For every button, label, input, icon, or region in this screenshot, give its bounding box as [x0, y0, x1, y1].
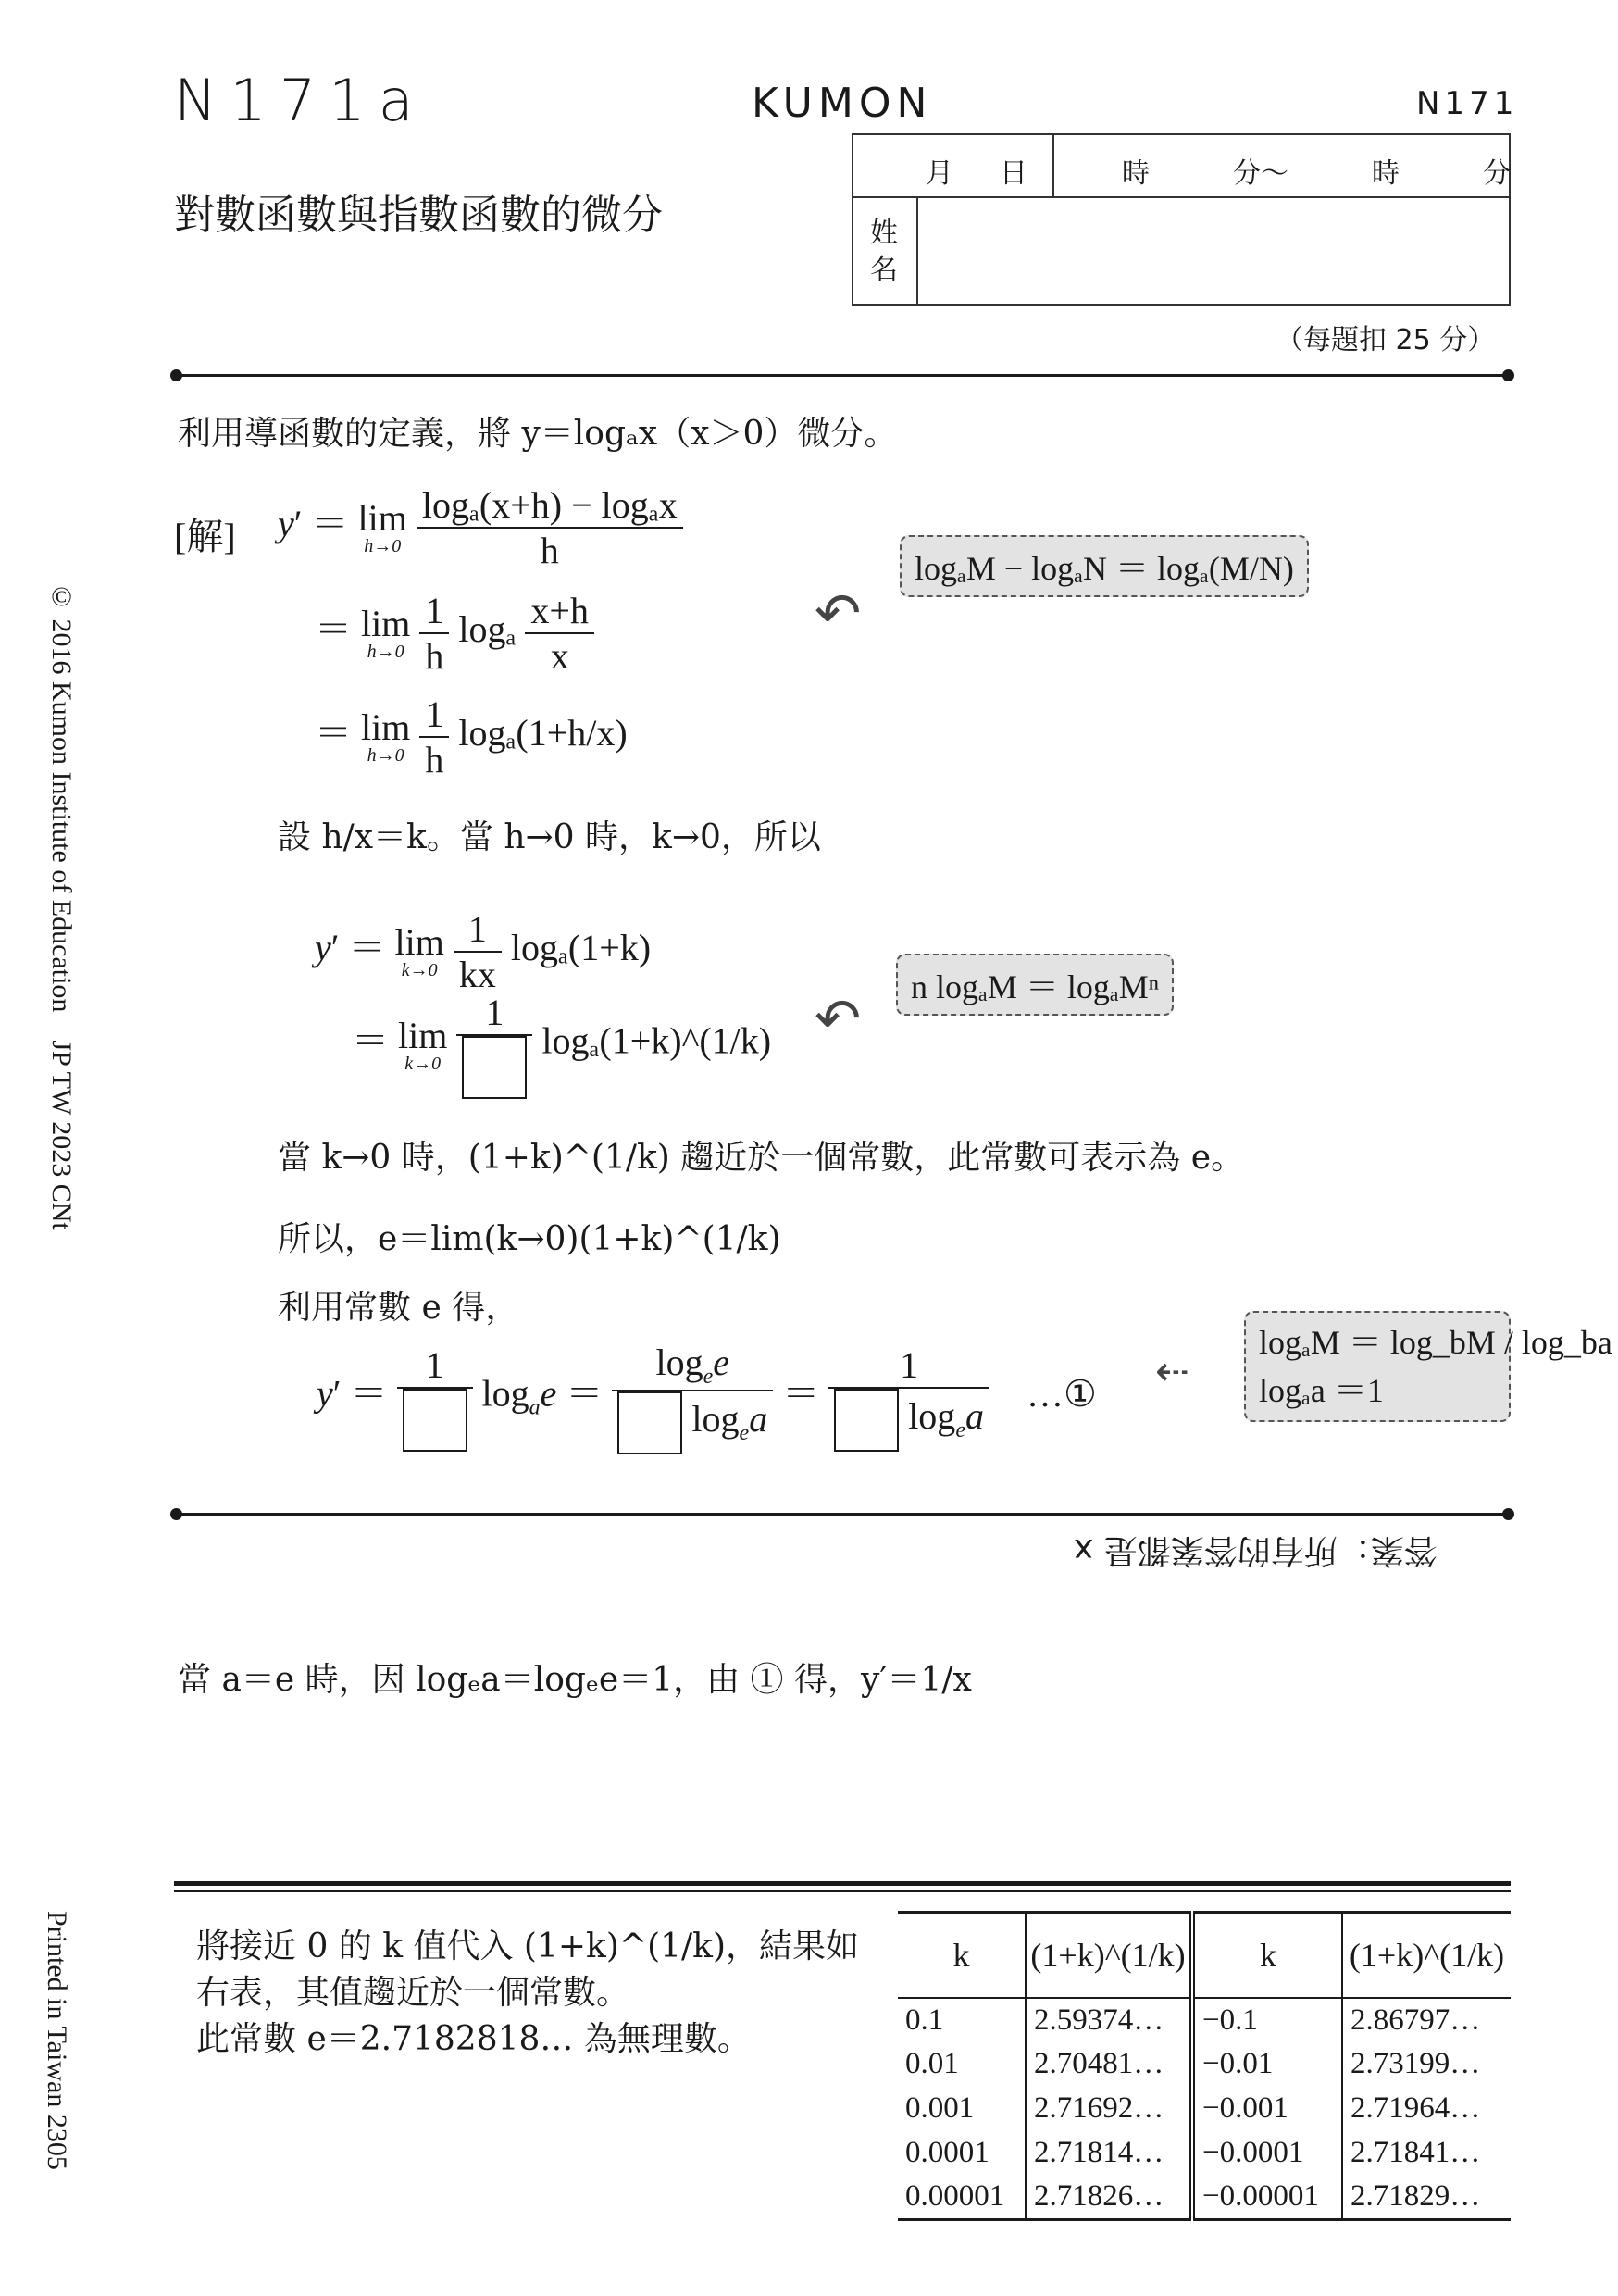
divider-rule — [174, 374, 1511, 377]
table-header: (1+k)^(1/k) — [1026, 1913, 1192, 1998]
using-e-text: 利用常數 e 得， — [278, 1289, 519, 1327]
divider-rule — [174, 1890, 1511, 1892]
answer-blank[interactable] — [403, 1389, 467, 1452]
divider — [916, 198, 918, 306]
day-label: 日 — [1000, 157, 1027, 190]
table-row: 0.1 2.59374… −0.1 2.86797… — [898, 1998, 1511, 2042]
name-label: 姓名 — [870, 217, 898, 286]
month-label: 月 — [926, 157, 953, 190]
table-row: 0.00001 2.71826… −0.00001 2.71829… — [898, 2176, 1511, 2220]
hint-change-of-base: logₐM ＝ log_bM / log_ba logₐa ＝1 — [1244, 1311, 1511, 1422]
date-time-row — [853, 135, 1509, 198]
step-4: y′ ＝ lim k→0 $\frac{1}{kx}$ logₐ(1+k) — [315, 908, 652, 995]
table-row: 0.0001 2.71814… −0.0001 2.71841… — [898, 2131, 1511, 2176]
brand-logo: KUMON — [752, 80, 933, 127]
step-5: ＝ lim k→0 1 logₐ(1+k)^(1/k) — [352, 991, 771, 1099]
time-label: 時 分〜 時 分 — [1122, 157, 1511, 190]
printed-text: Printed in Taiwan 2305 — [42, 1911, 72, 2170]
left-arrow-icon: ⇠ — [1155, 1348, 1189, 1395]
k-values-table — [898, 1911, 1511, 2221]
table-row: 0.001 2.71692… −0.001 2.71964… — [898, 2087, 1511, 2131]
page-title: 對數函數與指數函數的微分 — [174, 192, 663, 239]
table-header: (1+k)^(1/k) — [1342, 1913, 1511, 1998]
divider — [1052, 135, 1054, 198]
solution-label: [解] — [174, 516, 236, 557]
answer-blank[interactable] — [617, 1391, 682, 1454]
substitution-text: 設 h/x＝k。當 h→0 時，k→0，所以 — [278, 818, 821, 856]
answer-blank[interactable] — [834, 1389, 899, 1452]
hint-quotient-rule: logₐM − logₐN ＝ logₐ(M/N) — [900, 535, 1309, 597]
answer-note-rotated: 答案：所有的答案都是 x — [1074, 1531, 1438, 1569]
conclusion: 當 a＝e 時，因 logₑa＝logₑe＝1，由 ① 得，y′＝1/x — [178, 1661, 972, 1699]
footnote: 將接近 0 的 k 值代入 (1+k)^(1/k)，結果如 右表，其值趨近於一個常數。 此常數 e＝2.7182818… 為無理數。 — [196, 1928, 860, 2058]
page-code-right: N171 — [1416, 85, 1519, 122]
name-field[interactable] — [920, 202, 1505, 302]
step-2: ＝ lim h→0 $\frac{1}{h}$ logₐ $\frac{x+h}{x}$ — [315, 589, 594, 678]
table-header: k — [898, 1913, 1026, 1998]
answer-blank[interactable] — [462, 1036, 527, 1099]
divider-rule — [174, 1513, 1511, 1516]
divider-rule — [174, 1881, 1511, 1886]
limit-statement: 當 k→0 時，(1+k)^(1/k) 趨近於一個常數，此常數可表示為 e。 — [278, 1139, 1245, 1177]
score-note: （每題扣 25 分） — [1276, 324, 1496, 356]
student-info-box — [852, 133, 1511, 306]
curved-arrow-icon: ↶ — [815, 987, 862, 1052]
e-definition: 所以，e＝lim(k→0)(1+k)^(1/k) — [278, 1220, 781, 1258]
curved-arrow-icon: ↶ — [815, 581, 862, 646]
step-3: ＝ lim h→0 $\frac{1}{h}$ logₐ(1+h/x) — [315, 693, 628, 780]
copyright-text: © 2016 Kumon Institute of Education JP TW 2023 CNt — [46, 581, 77, 1230]
table-row: 0.01 2.70481… −0.01 2.73199… — [898, 2042, 1511, 2087]
problem-prompt: 利用導函數的定義，將 y＝logₐx（x＞0）微分。 — [178, 415, 898, 453]
final-equation: y′ ＝ 1 $\log_ae$ ＝ $\frac{\log_ee}{\log_ea}$ ＝ $\frac{1}{\log_ea}$ …① — [317, 1341, 1097, 1454]
step-1: y′ ＝ lim h→0 $\frac{\text{logₐ(x+h) − logₐx}}{h}$ — [278, 483, 683, 572]
hint-power-rule: n logₐM ＝ logₐMⁿ — [896, 954, 1174, 1016]
table-header: k — [1192, 1913, 1342, 1998]
page-code: N171a — [174, 67, 427, 134]
